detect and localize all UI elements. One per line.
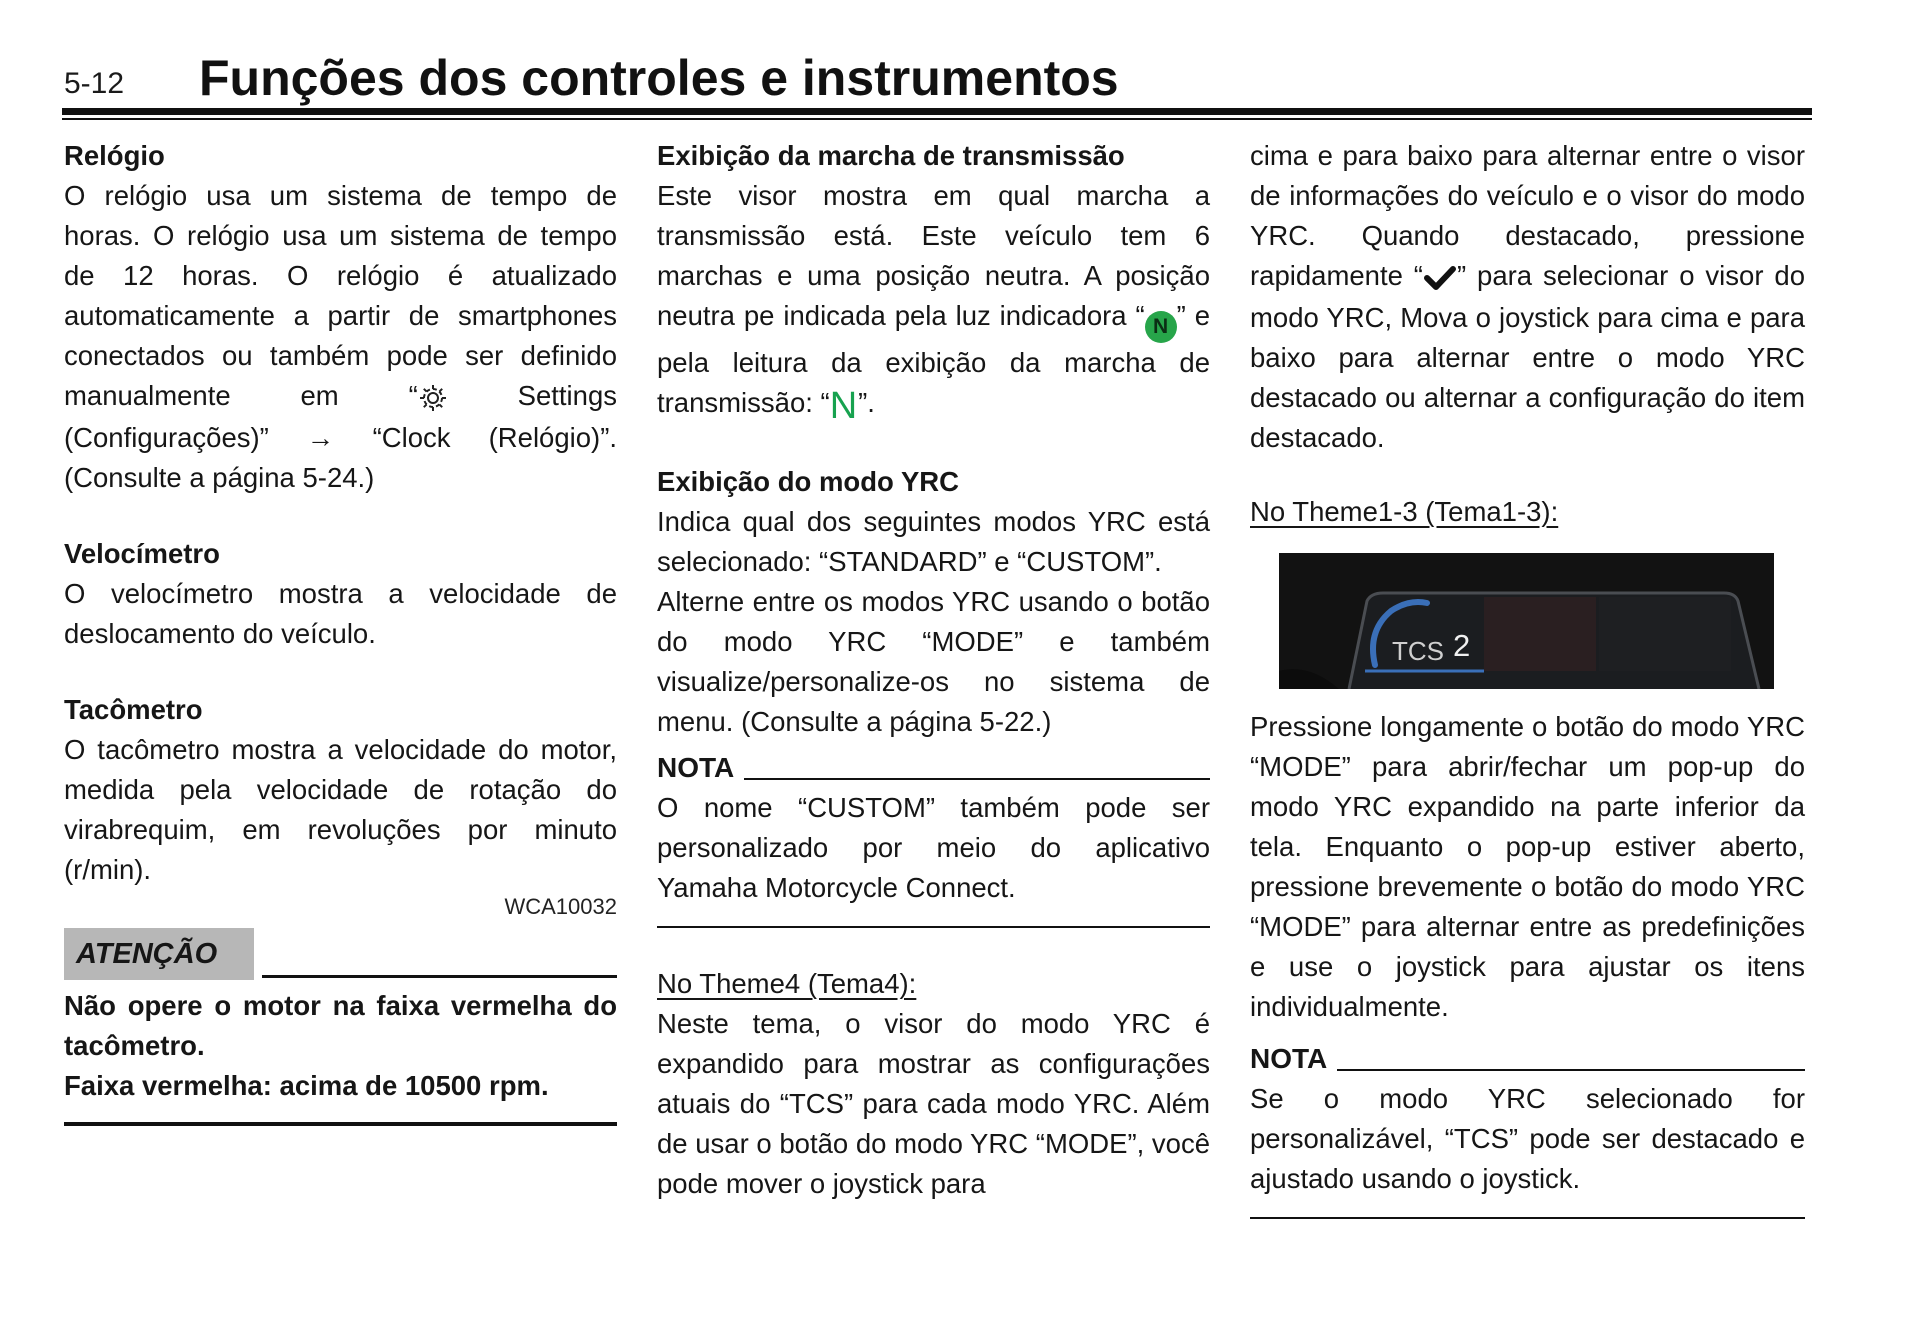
checkmark-icon [1423, 258, 1457, 298]
nota-text-right: Se o modo YRC selecionado for personalizável, “TCS” pode ser destacado e ajustado usando o joystick. [1250, 1082, 1805, 1194]
attention-end-rule [64, 1122, 617, 1126]
red-panel [1484, 597, 1596, 671]
marcha-text-b: ” e pela leitura da exibição da marcha de transmissão: “ [657, 300, 1210, 418]
theme4-text: Neste tema, o visor do modo YRC é expandido para mostrar as configurações atuais do “TCS” para cada modo YRC. Além de usar o botão do modo YRC “MODE”, você pode mover o joystick para [657, 1008, 1210, 1199]
marcha-text-c: ”. [858, 387, 875, 418]
neutral-gear-display: N [829, 385, 859, 427]
relogio-heading: Relógio [64, 140, 165, 171]
relogio-text-b: Settings (Configurações)” → “Clock (Relógio)”. (Consulte a página 5-24.) [64, 380, 617, 493]
column-left [64, 136, 617, 1126]
neutral-indicator-icon: N [1145, 311, 1177, 343]
tcs-label: TCS [1392, 635, 1444, 666]
continuation-text [1250, 136, 1805, 458]
tacometro-text: O tacômetro mostra a velocidade do motor, medida pela velocidade de rotação do virabrequim, em revoluções por minuto (r/min). [64, 733, 617, 885]
page-title: Funções dos controles e instrumentos [199, 50, 1119, 106]
page-number: 5-12 [64, 67, 125, 100]
relogio-text [64, 176, 617, 498]
title-rule [62, 108, 1812, 115]
gear-icon [418, 378, 448, 418]
marcha-text [657, 176, 1210, 426]
marcha-text-a: Este visor mostra em qual marcha a transmissão está. Este veículo tem 6 marchas e uma posição neutra. A posição neutra pe indicada pela luz indicadora “ [657, 180, 1210, 331]
velocimetro-heading: Velocímetro [64, 537, 220, 569]
nota-label-right: NOTA [1250, 1042, 1328, 1074]
nota-rule-right [1337, 1069, 1805, 1071]
screen-frame [1279, 553, 1774, 689]
title-rule-thin [62, 118, 1812, 120]
nota-end-rule-right [1250, 1217, 1805, 1219]
column-middle [657, 136, 1210, 1204]
relogio-text-a: O relógio usa um sistema de tempo de horas. O relógio usa um sistema de tempo de 12 horas. O relógio é atualizado automaticamente a partir de smartphones conectados ou também pode ser definido manualmente em “ [64, 180, 617, 411]
marcha-heading: Exibição da marcha de transmissão [657, 140, 1125, 171]
warning-code: WCA10032 [504, 893, 617, 919]
nota-header [657, 746, 1210, 788]
nota-label: NOTA [657, 752, 735, 783]
continuation-text-b: ” para selecionar o visor do modo YRC, Mova o joystick para cima e para baixo para alternar entre o modo YRC destacado ou alternar a configuração do item destacado. [1250, 260, 1805, 453]
attention-label: ATENÇÃO [64, 928, 254, 980]
yrc-screen-illustration [1279, 553, 1774, 689]
nota-text: O nome “CUSTOM” também pode ser personalizado por meio do aplicativo Yamaha Motorcycle Connect. [657, 792, 1210, 903]
attention-text-1: Não opere o motor na faixa vermelha do tacômetro. [64, 989, 617, 1061]
velocimetro-text: O velocímetro mostra a velocidade de deslocamento do veículo. [64, 577, 617, 649]
yrc-heading: Exibição do modo YRC [657, 466, 960, 497]
tcs-value: 2 [1453, 627, 1471, 663]
theme4-heading: No Theme4 (Tema4): [657, 968, 917, 999]
nota-rule [744, 778, 1210, 780]
theme13-heading: No Theme1-3 (Tema1-3): [1250, 495, 1559, 527]
yrc-text-1: Indica qual dos seguintes modos YRC está selecionado: “STANDARD” e “CUSTOM”. [657, 506, 1210, 577]
tacometro-heading: Tacômetro [64, 693, 203, 725]
nota-header-right [1250, 1037, 1805, 1079]
attention-text-2: Faixa vermelha: acima de 10500 rpm. [64, 1069, 549, 1101]
popup-text: Pressione longamente o botão do modo YRC “MODE” para abrir/fechar um pop-up do modo YRC expandido na parte inferior da tela. Enquanto o pop-up estiver aberto, pressione brevemente o botão do modo YRC “MODE” para alternar entre as predefinições e use o joystick para ajustar os itens individualmente. [1250, 710, 1805, 1022]
attention-header [64, 928, 617, 980]
column-right [1250, 136, 1805, 1219]
attention-rule [262, 975, 617, 978]
yrc-text-2: Alterne entre os modos YRC usando o botão do modo YRC “MODE” e também visualize/personalize-os no sistema de menu. (Consulte a página 5-22.) [657, 586, 1210, 737]
continuation-text-a: cima e para baixo para alternar entre o visor de informações do veículo e o visor do modo YRC. Quando destacado, pressione rapidamente “ [1250, 140, 1805, 291]
